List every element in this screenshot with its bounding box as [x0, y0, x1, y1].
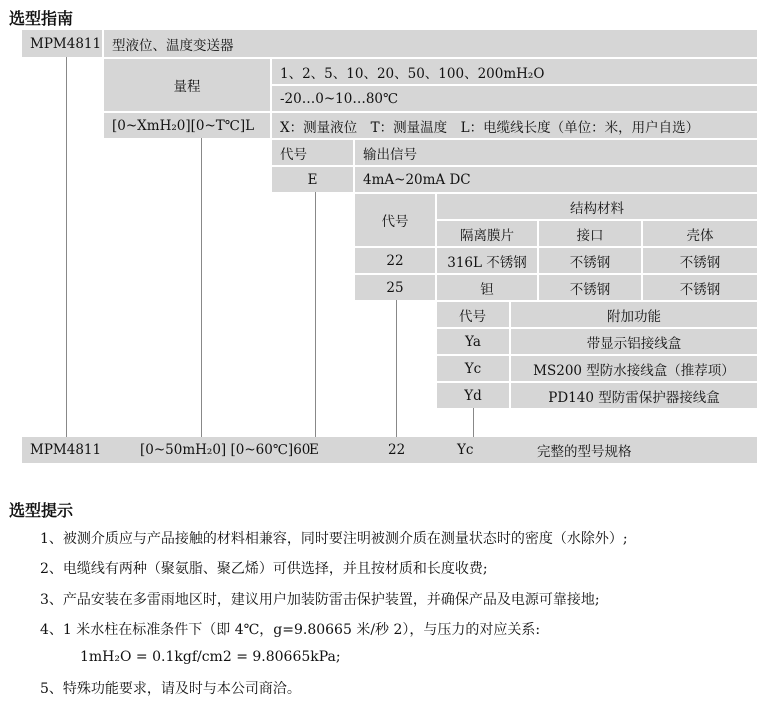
tip-item: 4、1 米水柱在标准条件下（即 4℃，g=9.80665 米/秒 2），与压力的对应关系:	[40, 622, 541, 638]
connector-line	[315, 192, 316, 437]
material-col-housing: 壳体	[643, 221, 757, 246]
extra-row-desc: PD140 型防雷保护器接线盒	[511, 383, 757, 408]
tip-item: 1、被测介质应与产品接触的材料相兼容，同时要注明被测介质在测量状态时的密度（水除外）;	[40, 531, 628, 547]
extra-row-code: Ya	[437, 329, 509, 354]
example-output: E	[309, 442, 319, 458]
connector-line	[201, 138, 202, 437]
material-row-housing: 不锈钢	[643, 248, 757, 273]
range-code-desc: X：测量液位 T：测量温度 L：电缆线长度（单位：米，用户自选）	[272, 113, 757, 138]
example-material: 22	[388, 442, 406, 458]
range-values-2: -20…0~10…80℃	[272, 86, 757, 111]
output-code-header: 代号	[272, 140, 353, 165]
connector-line	[473, 408, 474, 437]
output-signal: 4mA~20mA DC	[355, 167, 757, 192]
range-values-1: 1、2、5、10、20、50、100、200mH₂O	[272, 59, 757, 84]
material-row-code: 25	[355, 275, 435, 300]
example-range: [0~50mH₂0] [0~60℃]60	[140, 442, 311, 458]
material-row-housing: 不锈钢	[643, 275, 757, 300]
material-col-port: 接口	[539, 221, 641, 246]
header-model: MPM4811	[22, 30, 102, 57]
range-code: [0~XmH₂0][0~T℃]L	[104, 113, 270, 138]
extra-row-desc: MS200 型防水接线盒（推荐项）	[511, 356, 757, 381]
material-row-code: 22	[355, 248, 435, 273]
example-extra: Yc	[457, 442, 474, 458]
material-row-port: 不锈钢	[539, 248, 641, 273]
material-title: 结构材料	[437, 194, 757, 219]
output-code: E	[272, 167, 353, 192]
section-heading-tips: 选型提示	[9, 501, 74, 520]
example-label: 完整的型号规格	[537, 444, 632, 460]
example-row	[22, 437, 757, 463]
extra-row-code: Yc	[437, 356, 509, 381]
tip-formula: 1mH₂O = 0.1kgf/cm2 = 9.80665kPa;	[80, 649, 341, 665]
material-row-port: 不锈钢	[539, 275, 641, 300]
material-row-diaphragm: 316L 不锈钢	[437, 248, 537, 273]
range-label: 量程	[104, 59, 270, 111]
header-type-label: 型液位、温度变送器	[104, 30, 757, 57]
extra-row-desc: 带显示铝接线盒	[511, 329, 757, 354]
connector-line	[396, 300, 397, 437]
extra-title: 附加功能	[511, 302, 757, 327]
tip-item: 5、特殊功能要求，请及时与本公司商洽。	[40, 681, 301, 697]
material-code-header: 代号	[355, 194, 435, 246]
extra-row-code: Yd	[437, 383, 509, 408]
connector-line	[66, 57, 67, 437]
material-col-diaphragm: 隔离膜片	[437, 221, 537, 246]
section-heading-guide: 选型指南	[9, 9, 74, 28]
tip-item: 2、电缆线有两种（聚氨脂、聚乙烯）可供选择，并且按材质和长度收费;	[40, 561, 488, 577]
example-model: MPM4811	[30, 442, 102, 458]
tip-item: 3、产品安装在多雷雨地区时，建议用户加装防雷击保护装置，并确保产品及电源可靠接地;	[40, 592, 600, 608]
output-signal-header: 输出信号	[355, 140, 757, 165]
extra-code-header: 代号	[437, 302, 509, 327]
material-row-diaphragm: 钽	[437, 275, 537, 300]
